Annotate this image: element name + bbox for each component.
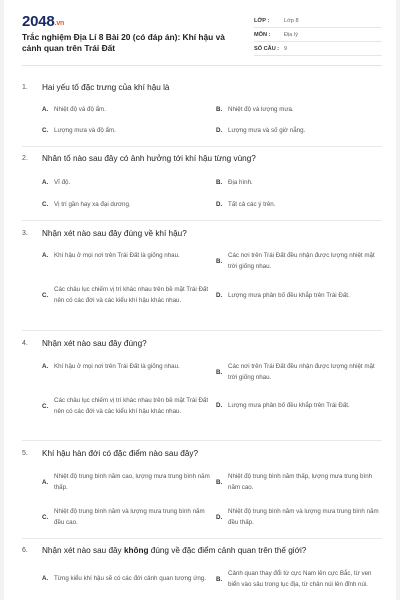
info-row-subject <box>254 28 382 42</box>
logo-text: 2048 <box>22 13 55 30</box>
question-text: Khí hậu hàn đới có đặc điểm nào sau đây? <box>42 448 199 458</box>
option-text: Lượng mưa và độ ẩm. <box>54 127 116 134</box>
option-text: Cảnh quan thay đổi từ cực Nam lên cực Bắc, từ ven biển vào sâu trong lục địa, từ chân núi lên đỉnh núi. <box>228 570 372 588</box>
info-value: 9 <box>284 45 288 52</box>
option-letter: A. <box>42 363 49 370</box>
option-text: Các châu lục chiếm vị trí khác nhau trên bề mặt Trái Đất nên có các đới và các kiểu khí hậu khác nhau. <box>54 397 209 415</box>
option-3a[interactable] <box>42 250 210 261</box>
question-6 <box>22 543 382 557</box>
option-text: Vĩ độ. <box>54 179 71 186</box>
option-text: Lượng mưa và số giờ nắng. <box>228 127 306 134</box>
option-text: Tất cả các ý trên. <box>228 201 276 208</box>
option-letter: A. <box>42 179 49 186</box>
option-1c[interactable] <box>42 125 116 136</box>
option-6a[interactable] <box>42 573 210 584</box>
question-text: Nhận xét nào sau đây đúng về khí hậu? <box>42 228 187 238</box>
question-number: 3. <box>22 229 28 237</box>
question-text-start: Nhận xét nào sau đây <box>42 545 124 555</box>
option-text: Các nơi trên Trái Đất đều nhận được lượng nhiệt mặt trời giống nhau. <box>228 363 375 381</box>
option-1d[interactable] <box>216 125 305 136</box>
option-6b[interactable] <box>216 568 384 590</box>
option-text: Địa hình. <box>228 179 253 186</box>
info-value: Địa lý <box>284 31 298 38</box>
option-letter: A. <box>42 575 49 582</box>
question-text-emphasis: không <box>123 545 149 555</box>
option-letter: B. <box>216 368 223 376</box>
option-text: Khí hậu ở mọi nơi trên Trái Đất là giống nhau. <box>54 363 180 370</box>
option-letter: B. <box>216 179 223 186</box>
question-text: Nhân tố nào sau đây có ảnh hưởng tới khí hậu từng vùng? <box>42 153 256 163</box>
option-letter: A. <box>42 106 49 113</box>
option-3d[interactable] <box>216 290 384 301</box>
info-value: Lớp 8 <box>284 17 299 24</box>
option-letter: D. <box>216 127 223 134</box>
site-logo[interactable] <box>22 13 64 30</box>
question-text <box>42 546 306 555</box>
option-letter: A. <box>42 252 49 259</box>
option-letter: C. <box>42 201 49 208</box>
option-4d[interactable] <box>216 400 384 411</box>
info-row-class <box>254 14 382 28</box>
option-4c[interactable] <box>42 395 210 417</box>
option-5d[interactable] <box>216 506 384 528</box>
option-text: Nhiệt độ trung bình năm và lượng mưa trung bình năm đều cao. <box>54 508 205 526</box>
option-3b[interactable] <box>216 250 384 272</box>
option-text: Nhiệt độ trung bình năm thấp, lượng mưa trung bình năm cao. <box>228 473 373 491</box>
question-divider <box>22 330 382 331</box>
question-text: Hai yếu tố đặc trưng của khí hậu là <box>42 82 170 92</box>
option-4b[interactable] <box>216 361 384 383</box>
option-5c[interactable] <box>42 506 210 528</box>
page-title: Trắc nghiệm Địa Lí 8 Bài 20 (có đáp án): Khí hậu và cảnh quan trên Trái Đất <box>22 32 225 53</box>
option-letter: C. <box>42 402 49 410</box>
option-letter: C. <box>42 291 49 299</box>
option-letter: D. <box>216 292 223 299</box>
question-divider <box>22 220 382 221</box>
option-2c[interactable] <box>42 199 131 210</box>
option-4a[interactable] <box>42 361 210 372</box>
option-letter: D. <box>216 513 223 521</box>
question-number: 5. <box>22 449 28 457</box>
info-table <box>254 14 382 56</box>
option-letter: D. <box>216 402 223 409</box>
option-2d[interactable] <box>216 199 275 210</box>
question-number: 6. <box>22 546 28 554</box>
option-2b[interactable] <box>216 177 253 188</box>
info-label: SỐ CÂU : <box>254 45 280 52</box>
question-divider <box>22 146 382 147</box>
header-divider <box>22 65 382 66</box>
logo-suffix: .vn <box>54 20 65 27</box>
option-text: Nhiệt độ và lượng mưa. <box>228 106 294 113</box>
option-text: Lượng mưa phân bố đều khắp trên Trái Đất. <box>228 292 350 299</box>
info-label: LỚP : <box>254 17 270 24</box>
option-2a[interactable] <box>42 177 70 188</box>
worksheet <box>4 0 396 600</box>
info-row-count <box>254 42 382 56</box>
option-text: Nhiệt độ trung bình năm và lượng mưa trung bình năm đều thấp. <box>228 508 379 526</box>
option-3c[interactable] <box>42 284 210 306</box>
option-letter: D. <box>216 201 223 208</box>
option-5b[interactable] <box>216 471 384 493</box>
option-letter: A. <box>42 478 49 486</box>
question-2 <box>22 151 382 165</box>
question-3 <box>22 226 382 240</box>
option-5a[interactable] <box>42 471 210 493</box>
option-text: Từng kiểu khí hậu sẽ có các đới cảnh quan tương ứng. <box>54 575 206 582</box>
option-text: Vị trí gần hay xa đại dương. <box>54 201 131 208</box>
option-letter: B. <box>216 257 223 265</box>
option-text: Các nơi trên Trái Đất đều nhận được lượng nhiệt mặt trời giống nhau. <box>228 252 375 270</box>
question-text-end: đúng về đặc điểm cảnh quan trên thế giới? <box>148 545 307 555</box>
option-text: Lượng mưa phân bố đều khắp trên Trái Đất. <box>228 402 350 409</box>
question-5 <box>22 446 382 460</box>
option-letter: B. <box>216 478 223 486</box>
info-label: MÔN : <box>254 31 271 38</box>
option-text: Các châu lục chiếm vị trí khác nhau trên bề mặt Trái Đất nên có các đới và các kiểu khí hậu khác nhau. <box>54 286 209 304</box>
question-divider <box>22 538 382 539</box>
question-number: 2. <box>22 154 28 162</box>
option-letter: B. <box>216 106 223 113</box>
option-letter: C. <box>42 513 49 521</box>
option-1b[interactable] <box>216 104 294 115</box>
question-1 <box>22 80 382 94</box>
option-text: Khí hậu ở mọi nơi trên Trái Đất là giống nhau. <box>54 252 180 259</box>
option-1a[interactable] <box>42 104 106 115</box>
page-header <box>4 0 396 64</box>
question-number: 4. <box>22 339 28 347</box>
option-letter: C. <box>42 127 49 134</box>
question-divider <box>22 440 382 441</box>
question-text: Nhận xét nào sau đây đúng? <box>42 338 147 348</box>
option-letter: B. <box>216 575 223 583</box>
question-number: 1. <box>22 83 28 91</box>
option-text: Nhiệt độ và độ ẩm. <box>54 106 106 113</box>
question-4 <box>22 336 382 350</box>
option-text: Nhiệt độ trung bình năm cao, lượng mưa trung bình năm thấp. <box>54 473 210 491</box>
